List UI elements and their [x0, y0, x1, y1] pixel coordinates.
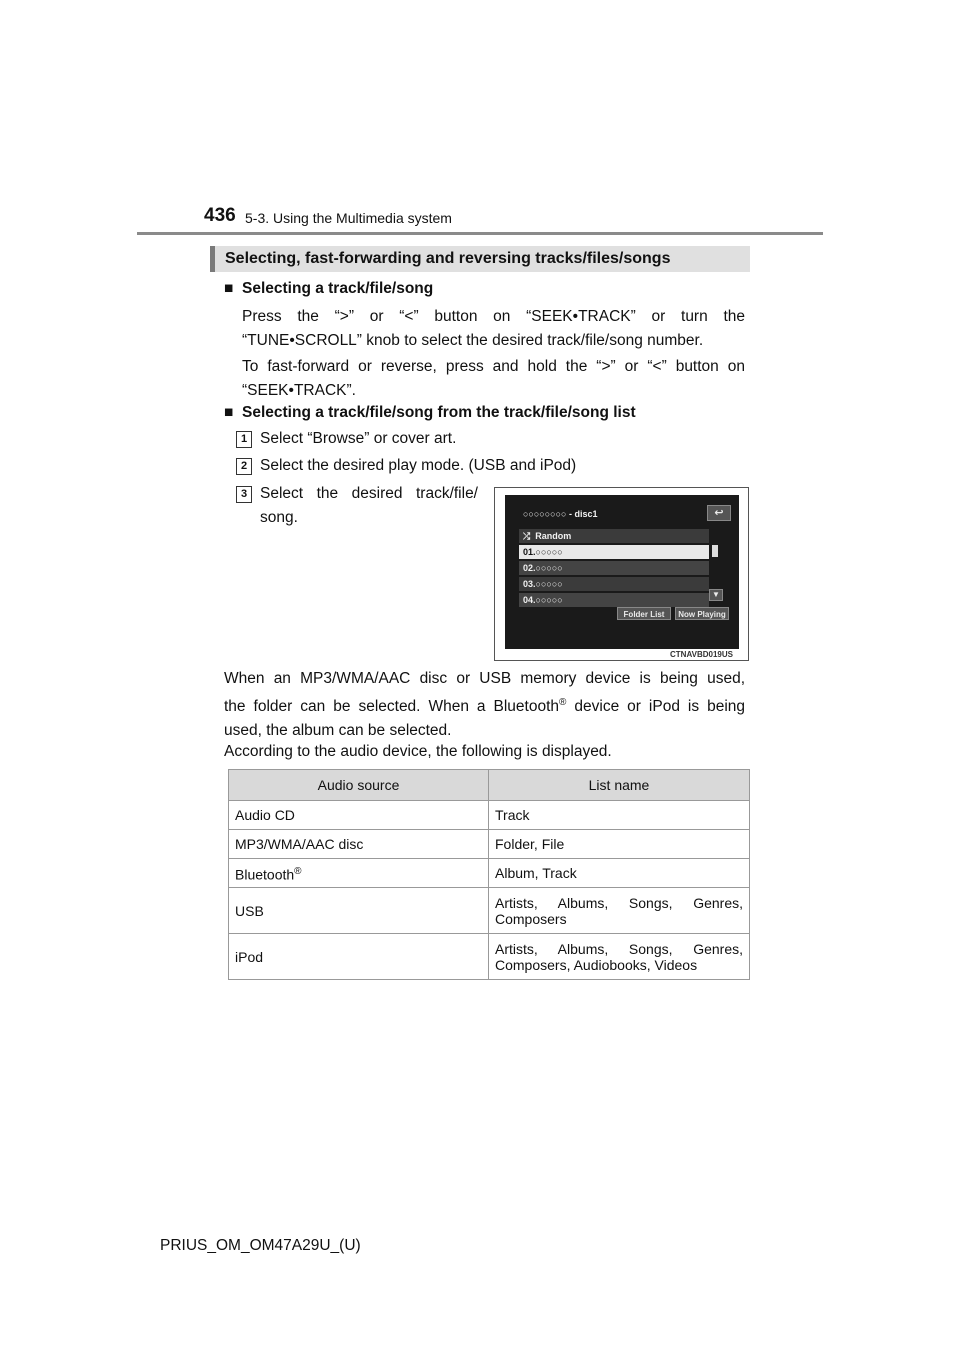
table-row — [229, 830, 750, 859]
step-number-2: 2 — [236, 458, 252, 475]
scrollbar-thumb[interactable] — [712, 545, 718, 557]
back-arrow-icon: ↩ — [714, 507, 724, 519]
cell-audio-source: Bluetooth® — [229, 859, 489, 888]
back-button[interactable] — [707, 505, 731, 521]
random-row[interactable]: ⤮ Random — [519, 529, 709, 543]
section-title: 5-3. Using the Multimedia system — [245, 210, 452, 226]
paragraph-seek-track: Press the “>” or “<” button on “SEEK•TRACK” or turn the “TUNE•SCROLL” knob to select the desired track/file/song number. — [242, 308, 745, 349]
multimedia-screen — [505, 495, 739, 649]
cell-audio-source: Audio CD — [229, 801, 489, 830]
column-header-list-name: List name — [489, 770, 750, 801]
cell-list-name: Album, Track — [489, 859, 750, 888]
track-row[interactable]: 04.○○○○○ — [519, 593, 709, 607]
figure-code: CTNAVBD019US — [670, 650, 733, 659]
track-row[interactable]: 02.○○○○○ — [519, 561, 709, 575]
step-number-3: 3 — [236, 486, 252, 503]
cell-audio-source: USB — [229, 888, 489, 934]
header-divider — [137, 232, 823, 235]
square-bullet-icon: ■ — [224, 404, 234, 421]
table-header-row — [229, 770, 750, 801]
cell-audio-source: MP3/WMA/AAC disc — [229, 830, 489, 859]
track-row[interactable]: 03.○○○○○ — [519, 577, 709, 591]
table-row — [229, 888, 750, 934]
audio-source-table — [228, 769, 750, 980]
now-playing-button[interactable]: Now Playing — [675, 607, 729, 620]
section-heading-box — [210, 246, 750, 272]
arrow-down-icon: ▼ — [712, 590, 720, 599]
folder-list-button[interactable]: Folder List — [617, 607, 671, 620]
table-row — [229, 801, 750, 830]
section-heading: Selecting, fast-forwarding and reversing tracks/files/songs — [225, 250, 671, 267]
screen-title: ○○○○○○○○ - disc1 — [523, 509, 598, 519]
paragraph-display-note: According to the audio device, the following is displayed. — [224, 743, 612, 760]
column-header-audio-source: Audio source — [229, 770, 489, 801]
step-text-2: Select the desired play mode. (USB and iPod) — [260, 457, 577, 474]
cell-list-name: Track — [489, 801, 750, 830]
subsection-title-select-track: ■ Selecting a track/file/song — [224, 280, 434, 297]
document-code-footer: PRIUS_OM_OM47A29U_(U) — [160, 1237, 361, 1254]
cell-audio-source: iPod — [229, 934, 489, 980]
page-number: 436 — [204, 205, 236, 226]
step-text-1: Select “Browse” or cover art. — [260, 430, 457, 447]
paragraph-folder-album: When an MP3/WMA/AAC disc or USB memory device is being used, the folder can be selected. When a Bluetooth® device or iPod is being used, the album can be selected. — [224, 670, 746, 740]
scroll-down-button[interactable] — [709, 589, 723, 601]
table-row — [229, 859, 750, 888]
cell-list-name: Artists, Albums, Songs, Genres, Composers, Audiobooks, Videos — [489, 934, 750, 980]
shuffle-icon: ⤮ — [523, 531, 531, 541]
paragraph-fast-forward: To fast-forward or reverse, press and hold the “>” or “<” button on “SEEK•TRACK”. — [242, 358, 745, 399]
square-bullet-icon: ■ — [224, 280, 234, 297]
step-number-1: 1 — [236, 431, 252, 448]
cell-list-name: Artists, Albums, Songs, Genres, Composers — [489, 888, 750, 934]
table-row — [229, 934, 750, 980]
step-text-3: Select the desired track/file/ song. — [260, 485, 478, 526]
subsection-title-select-from-list: ■ Selecting a track/file/song from the track/file/song list — [224, 404, 636, 421]
cell-list-name: Folder, File — [489, 830, 750, 859]
track-row-selected[interactable]: 01.○○○○○ — [519, 545, 709, 559]
